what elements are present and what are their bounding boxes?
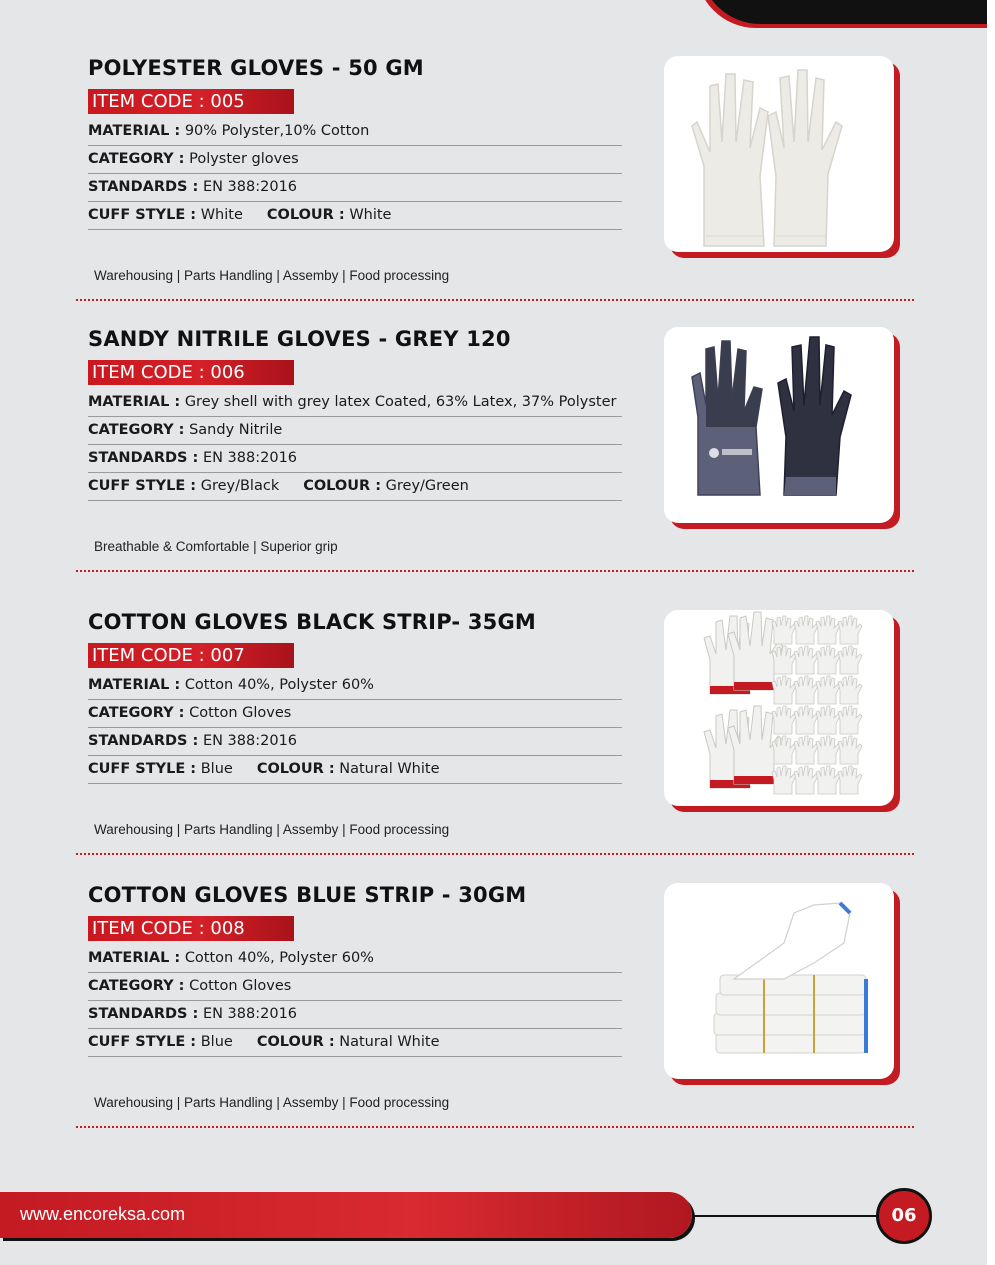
product-photo-frame [664, 883, 900, 1085]
dotted-divider [76, 570, 914, 572]
spec-category [88, 417, 622, 445]
spec-material [88, 118, 622, 146]
product-title: SANDY NITRILE GLOVES - GREY 120 [88, 327, 511, 351]
product-card-008 [0, 883, 995, 1145]
spec-value: EN 388:2016 [202, 1006, 298, 1022]
spec-category [88, 700, 622, 728]
product-photo-frame [664, 56, 900, 258]
spec-value: White [200, 207, 243, 223]
spec-label: STANDARDS : [88, 179, 199, 195]
spec-cuff-colour [88, 473, 622, 501]
footer-connector-line [692, 1215, 878, 1217]
spec-label: CUFF STYLE : [88, 1034, 197, 1050]
spec-label: STANDARDS : [88, 450, 199, 466]
spec-standards [88, 728, 622, 756]
spec-label: CATEGORY : [88, 978, 185, 994]
spec-material [88, 672, 622, 700]
spec-label: MATERIAL : [88, 950, 181, 966]
spec-value: Natural White [339, 1034, 440, 1050]
spec-label: MATERIAL : [88, 394, 181, 410]
spec-standards [88, 445, 622, 473]
spec-category [88, 973, 622, 1001]
spec-label: COLOUR : [266, 207, 345, 223]
spec-label: COLOUR : [256, 1034, 335, 1050]
spec-cuff-colour [88, 202, 622, 230]
product-card-005 [0, 56, 995, 318]
item-code-badge: ITEM CODE : 005 [88, 89, 294, 114]
spec-label: STANDARDS : [88, 733, 199, 749]
spec-category [88, 146, 622, 174]
spec-label: CUFF STYLE : [88, 478, 197, 494]
product-title: POLYESTER GLOVES - 50 GM [88, 56, 424, 80]
spec-standards [88, 174, 622, 202]
spec-value: Cotton 40%, Polyster 60% [184, 950, 374, 966]
item-code-badge: ITEM CODE : 008 [88, 916, 294, 941]
spec-label: COLOUR : [256, 761, 335, 777]
spec-value: Grey/Green [385, 478, 469, 494]
spec-value: Blue [200, 1034, 233, 1050]
product-title: COTTON GLOVES BLACK STRIP- 35GM [88, 610, 536, 634]
product-photo-frame [664, 610, 900, 812]
applications-text: Warehousing | Parts Handling | Assemby | Food processing [94, 268, 450, 283]
spec-value: EN 388:2016 [202, 450, 298, 466]
spec-label: STANDARDS : [88, 1006, 199, 1022]
applications-text: Warehousing | Parts Handling | Assemby | Food processing [94, 822, 450, 837]
spec-value: Cotton Gloves [189, 978, 292, 994]
cotton-gloves-pack-icon [664, 610, 894, 806]
spec-value: Natural White [339, 761, 440, 777]
spec-value: EN 388:2016 [202, 733, 298, 749]
grey-nitrile-gloves-icon [664, 327, 894, 523]
header-accent-tab [700, 0, 995, 24]
spec-value: White [349, 207, 392, 223]
spec-cuff-colour [88, 756, 622, 784]
dotted-divider [76, 299, 914, 301]
applications-text: Warehousing | Parts Handling | Assemby | Food processing [94, 1095, 450, 1110]
spec-label: CUFF STYLE : [88, 207, 197, 223]
product-photo-frame [664, 327, 900, 529]
spec-value: 90% Polyster,10% Cotton [184, 123, 370, 139]
product-card-006 [0, 327, 995, 589]
dotted-divider [76, 853, 914, 855]
spec-label: COLOUR : [303, 478, 382, 494]
spec-value: Sandy Nitrile [189, 422, 283, 438]
spec-label: CATEGORY : [88, 151, 185, 167]
spec-value: Grey shell with grey latex Coated, 63% Latex, 37% Polyster [184, 394, 617, 410]
spec-material [88, 945, 622, 973]
spec-value: Polyster gloves [189, 151, 299, 167]
spec-label: CATEGORY : [88, 422, 185, 438]
applications-text: Breathable & Comfortable | Superior grip [94, 539, 338, 554]
product-card-007 [0, 610, 995, 872]
white-knit-gloves-icon [664, 56, 894, 252]
spec-value: Blue [200, 761, 233, 777]
dotted-divider [76, 1126, 914, 1128]
spec-label: CUFF STYLE : [88, 761, 197, 777]
spec-value: Grey/Black [200, 478, 280, 494]
website-link[interactable]: www.encoreksa.com [20, 1204, 186, 1224]
spec-material [88, 389, 622, 417]
spec-value: EN 388:2016 [202, 179, 298, 195]
spec-label: MATERIAL : [88, 677, 181, 693]
spec-cuff-colour [88, 1029, 622, 1057]
page-number: 06 [876, 1188, 932, 1244]
spec-label: CATEGORY : [88, 705, 185, 721]
product-title: COTTON GLOVES BLUE STRIP - 30GM [88, 883, 527, 907]
spec-standards [88, 1001, 622, 1029]
spec-label: MATERIAL : [88, 123, 181, 139]
item-code-badge: ITEM CODE : 007 [88, 643, 294, 668]
spec-value: Cotton 40%, Polyster 60% [184, 677, 374, 693]
item-code-badge: ITEM CODE : 006 [88, 360, 294, 385]
stacked-cotton-gloves-icon [664, 883, 894, 1079]
spec-value: Cotton Gloves [189, 705, 292, 721]
